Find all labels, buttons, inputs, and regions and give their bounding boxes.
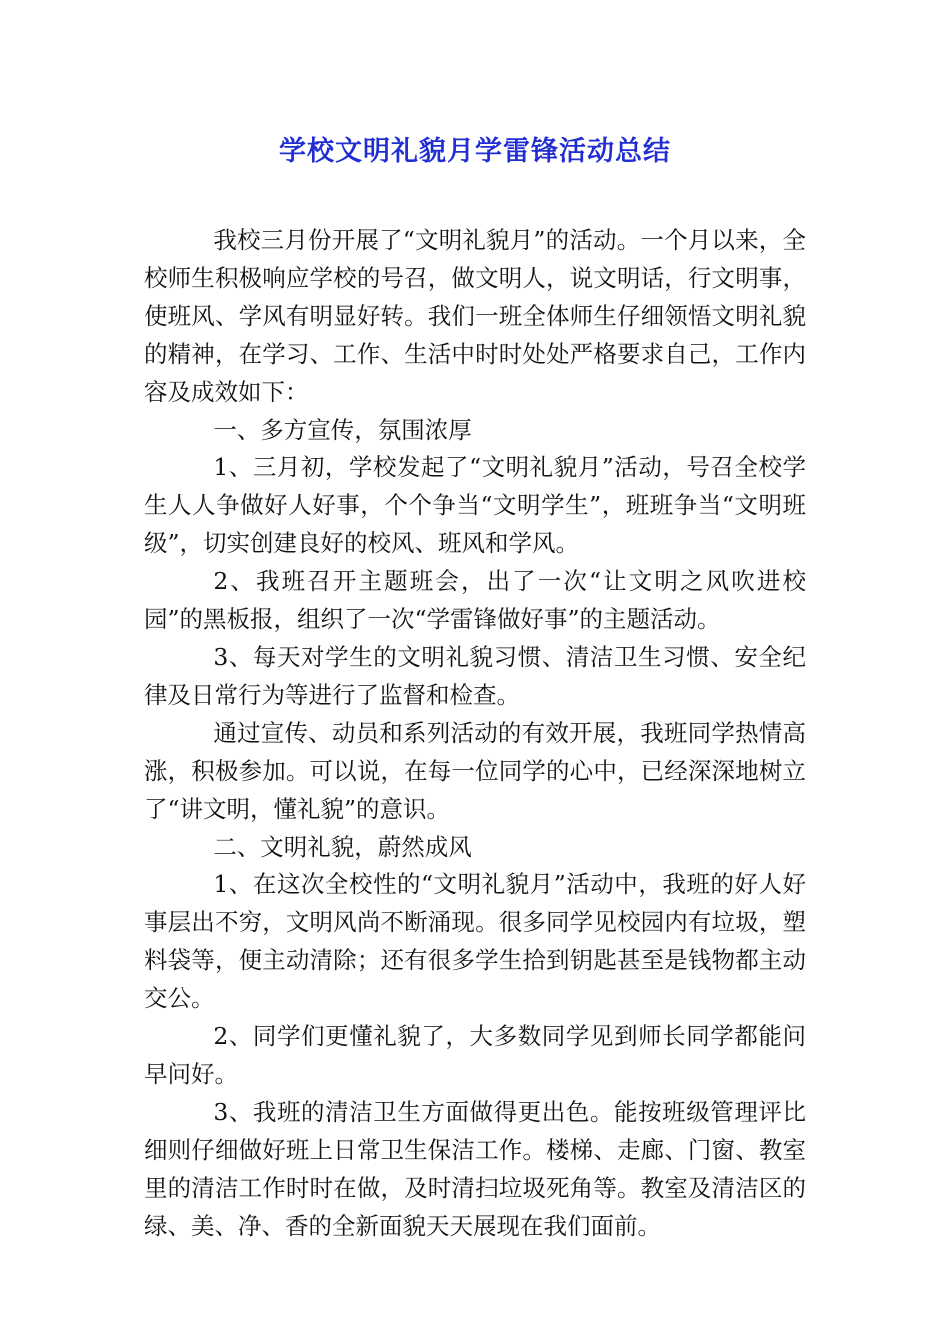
paragraph-2-2: 2、同学们更懂礼貌了，大多数同学见到师长同学都能问早问好。 (144, 1022, 806, 1088)
paragraph-2-3: 3、我班的清洁卫生方面做得更出色。能按班级管理评比细则仔细做好班上日常卫生保洁工作。楼梯、走廊、门窗、教室里的清洁工作时时在做，及时清扫垃圾死角等。教室及清洁区的绿、美、净、香的全新面貌天天展现在我们面前。 (144, 1097, 806, 1240)
document-title: 学校文明礼貌月学雷锋活动总结 (279, 136, 671, 167)
paragraph-summary-1: 通过宣传、动员和系列活动的有效开展，我班同学热情高涨，积极参加。可以说，在每一位同学的心中，已经深深地树立了“讲文明，懂礼貌”的意识。 (144, 718, 806, 823)
paragraph-1-1: 1、三月初，学校发起了“文明礼貌月”活动，号召全校学生人人争做好人好事，个个争当“文明学生”，班班争当“文明班级”，切实创建良好的校风、班风和学风。 (144, 453, 806, 558)
section-heading-2: 二、文明礼貌，蔚然成风 (213, 832, 472, 861)
paragraph-2-1: 1、在这次全校性的“文明礼貌月”活动中，我班的好人好事层出不穷，文明风尚不断涌现。很多同学见校园内有垃圾，塑料袋等，便主动清除；还有很多学生拾到钥匙甚至是钱物都主动交公。 (144, 870, 806, 1013)
paragraph-1-3: 3、每天对学生的文明礼貌习惯、清洁卫生习惯、安全纪律及日常行为等进行了监督和检查。 (144, 642, 806, 709)
paragraph-1-2: 2、我班召开主题班会，出了一次“让文明之风吹进校园”的黑板报，组织了一次“学雷锋做好事”的主题活动。 (144, 567, 806, 634)
paragraph-intro: 我校三月份开展了“文明礼貌月”的活动。一个月以来，全校师生积极响应学校的号召，做文明人，说文明话，行文明事，使班风、学风有明显好转。我们一班全体师生仔细领悟文明礼貌的精神，在学习、工作、生活中时时处处严格要求自己，工作内容及成效如下： (144, 226, 806, 406)
section-heading-1: 一、多方宣传，氛围浓厚 (213, 415, 472, 444)
document-body (144, 222, 806, 1245)
